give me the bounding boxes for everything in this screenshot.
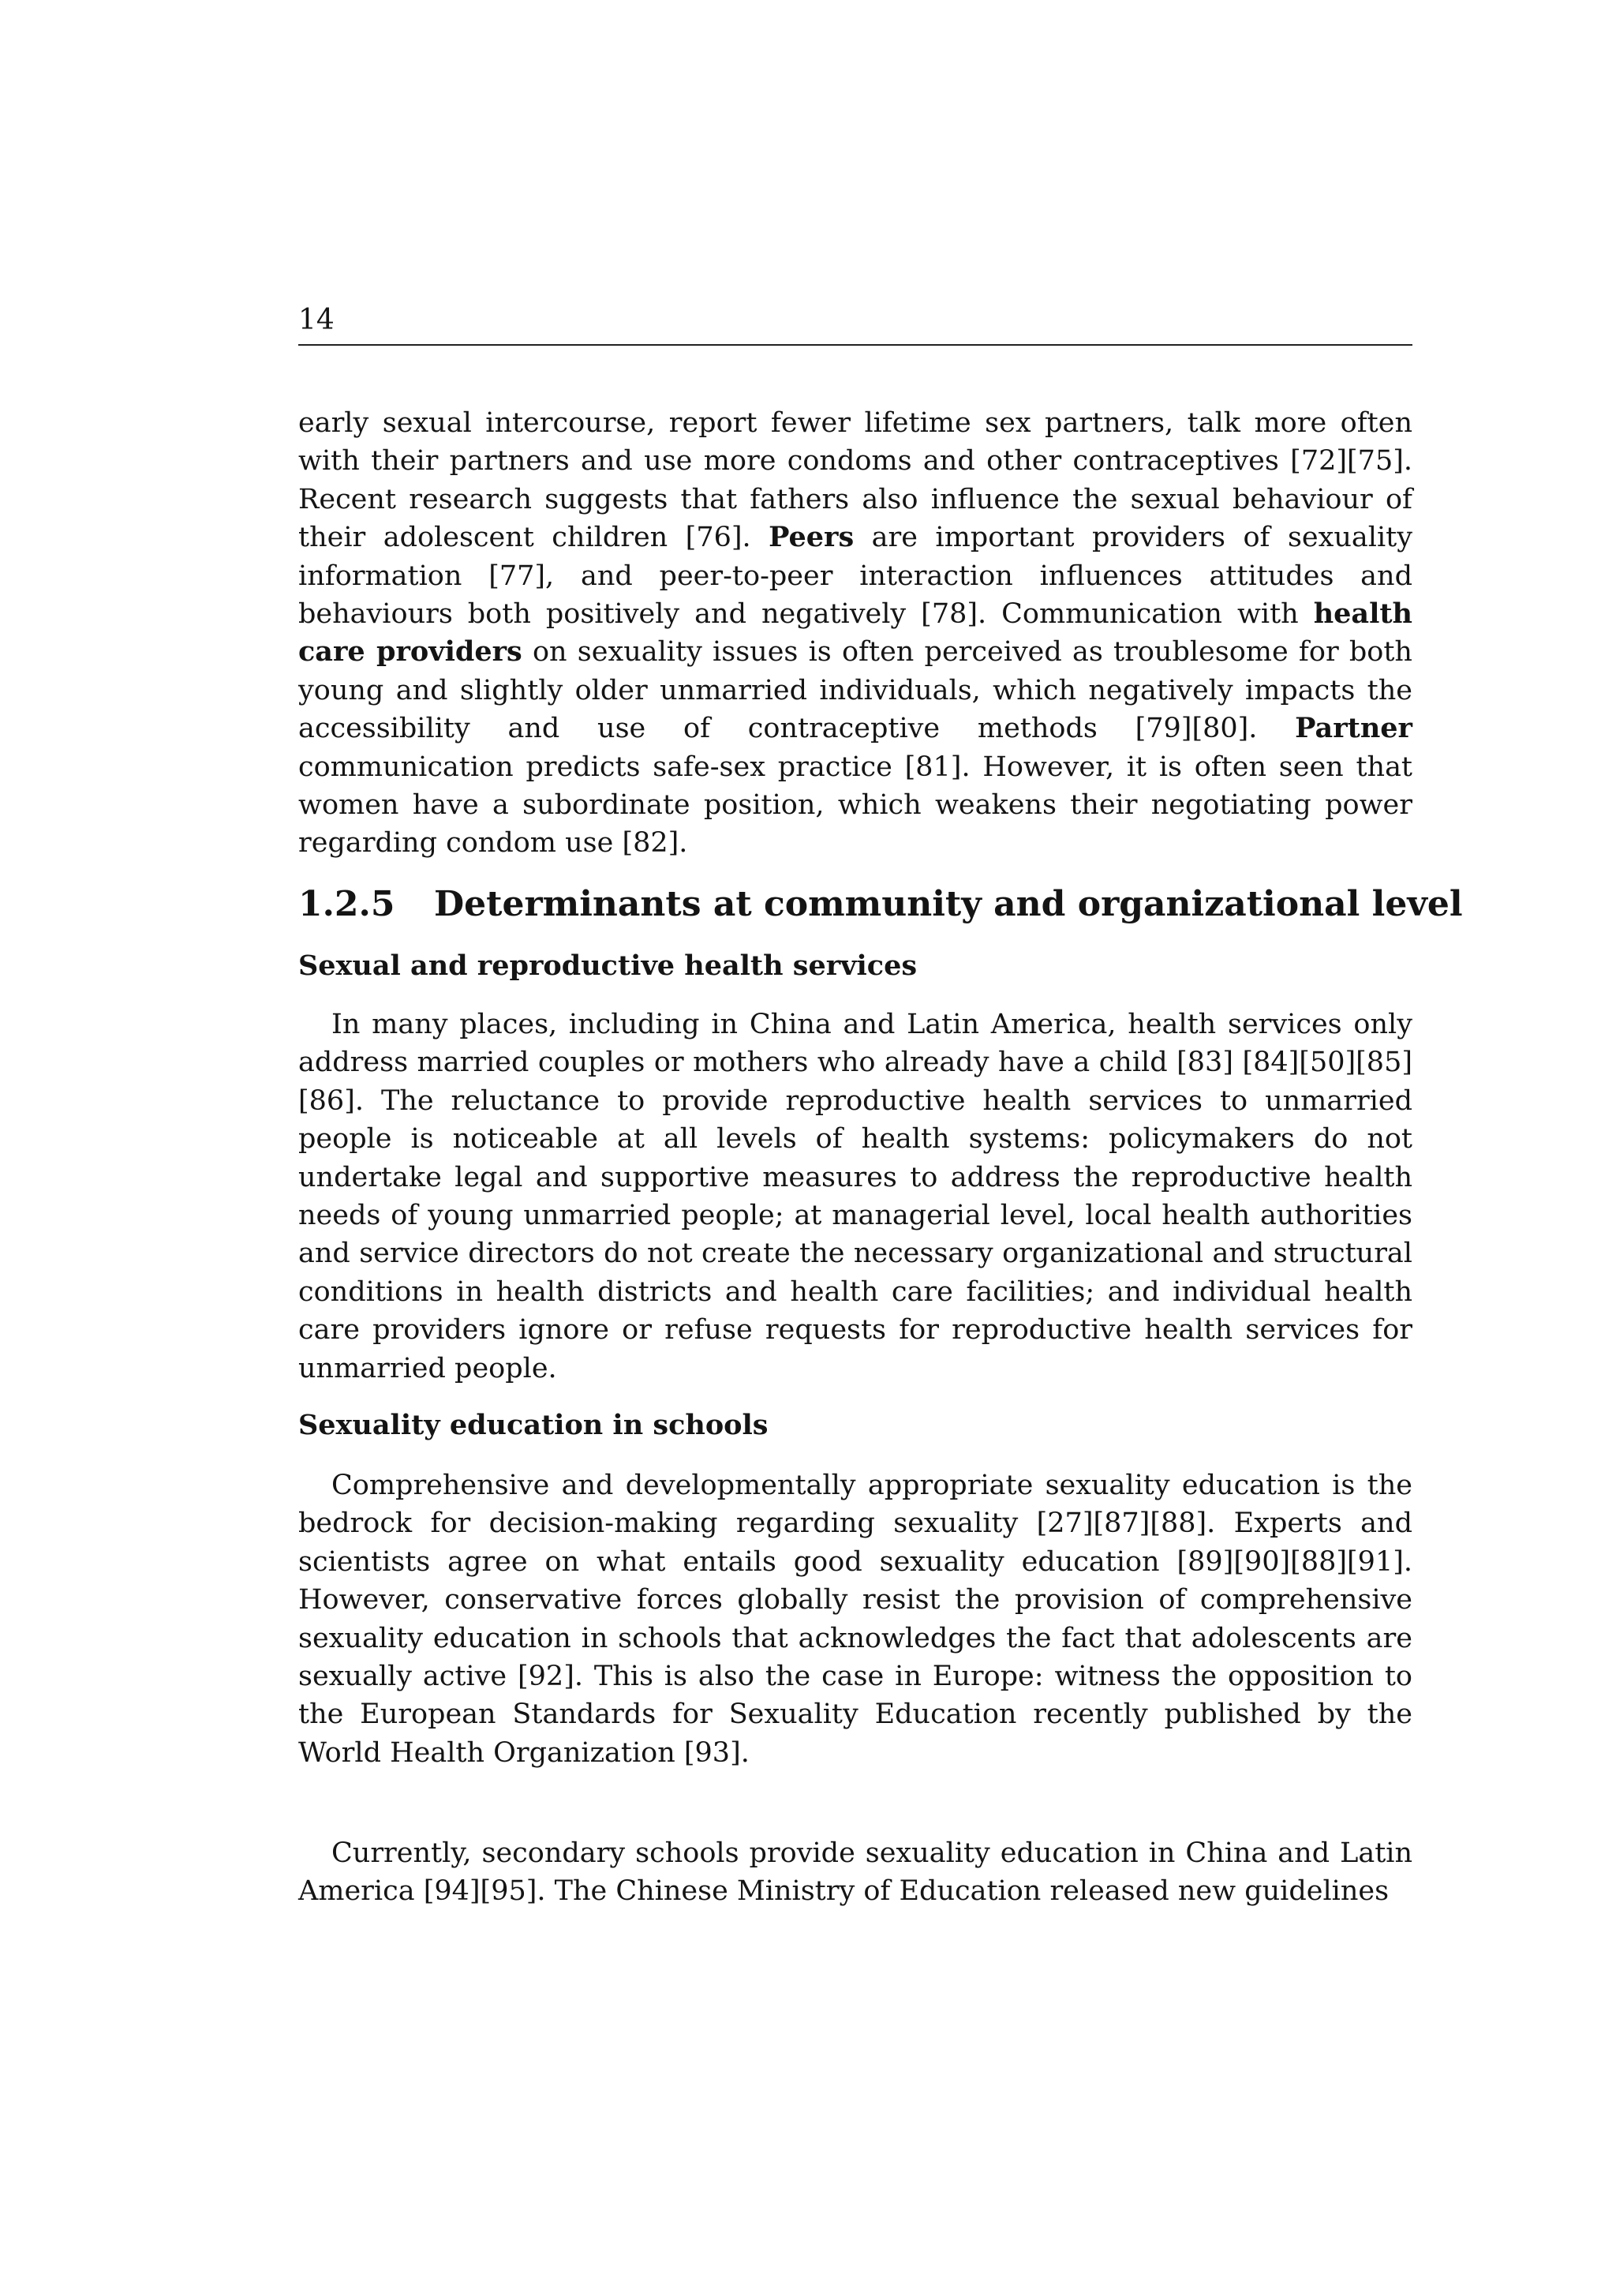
- paragraph-secondary-schools: [298, 1834, 1412, 1911]
- header-rule: [298, 344, 1412, 346]
- paragraph-text: early sexual intercourse, report fewer lifetime sex partners, talk more often with their partners and use more condoms and other contraceptives [72][75]. Recent research suggests that fathers also influence the sexual behaviour of their adolescent children [76].: [298, 407, 1412, 554]
- section-title: Determinants at community and organizational level: [434, 884, 1463, 924]
- paragraph-text: are important providers of sexuality information [77], and peer-to-peer interaction influences attitudes and behaviours both positively and negatively [78]. Communication with: [298, 522, 1412, 631]
- paragraph-text: Comprehensive and developmentally appropriate sexuality education is the bedrock for decision-making regarding sexuality [27][87][88]. Experts and scientists agree on what entails good sexuality education [89][90][88][91]. However, conservative forces globally resist the provision of comprehensive sexuality education in schools that acknowledges the fact that adolescents are sexually active [92]. This is also the case in Europe: witness the opposition to the European Standards for Sexuality Education recently published by the World Health Organization [93].: [298, 1470, 1412, 1769]
- paragraph-family-peers-partners: [298, 404, 1412, 863]
- page-number: 14: [298, 304, 335, 336]
- section-heading: [298, 881, 1463, 928]
- subsection-heading-sexuality-education: Sexuality education in schools: [298, 1409, 769, 1441]
- subsection-heading-health-services: Sexual and reproductive health services: [298, 949, 918, 982]
- paragraph-health-services: [298, 1006, 1412, 1388]
- bold-term-partner: Partner: [1295, 712, 1412, 745]
- paragraph-text: Currently, secondary schools provide sexuality education in China and Latin America [94][95]. The Chinese Ministry of Education released new guidelines: [298, 1837, 1412, 1908]
- paragraph-text: communication predicts safe-sex practice [81]. However, it is often seen that women have a subordinate position, which weakens their negotiating power regarding condom use [82].: [298, 751, 1412, 860]
- paragraph-sexuality-education: [298, 1466, 1412, 1772]
- paragraph-text: on sexuality issues is often perceived as troublesome for both young and slightly older unmarried individuals, which negatively impacts the accessibility and use of contraceptive methods [79][80].: [298, 636, 1412, 745]
- section-number: 1.2.5: [298, 884, 395, 924]
- bold-term-health-care-providers: health care providers: [298, 597, 1412, 669]
- bold-term-peers: Peers: [769, 521, 855, 554]
- paragraph-text: In many places, including in China and Latin America, health services only address married couples or mothers who already have a child [83] [84][50][85][86]. The reluctance to provide reproductive health services to unmarried people is noticeable at all levels of health systems: policymakers do not undertake legal and supportive measures to address the reproductive health needs of young unmarried people; at managerial level, local health authorities and service directors do not create the necessary organizational and structural conditions in health districts and health care facilities; and individual health care providers ignore or refuse requests for reproductive health services for unmarried people.: [298, 1009, 1412, 1384]
